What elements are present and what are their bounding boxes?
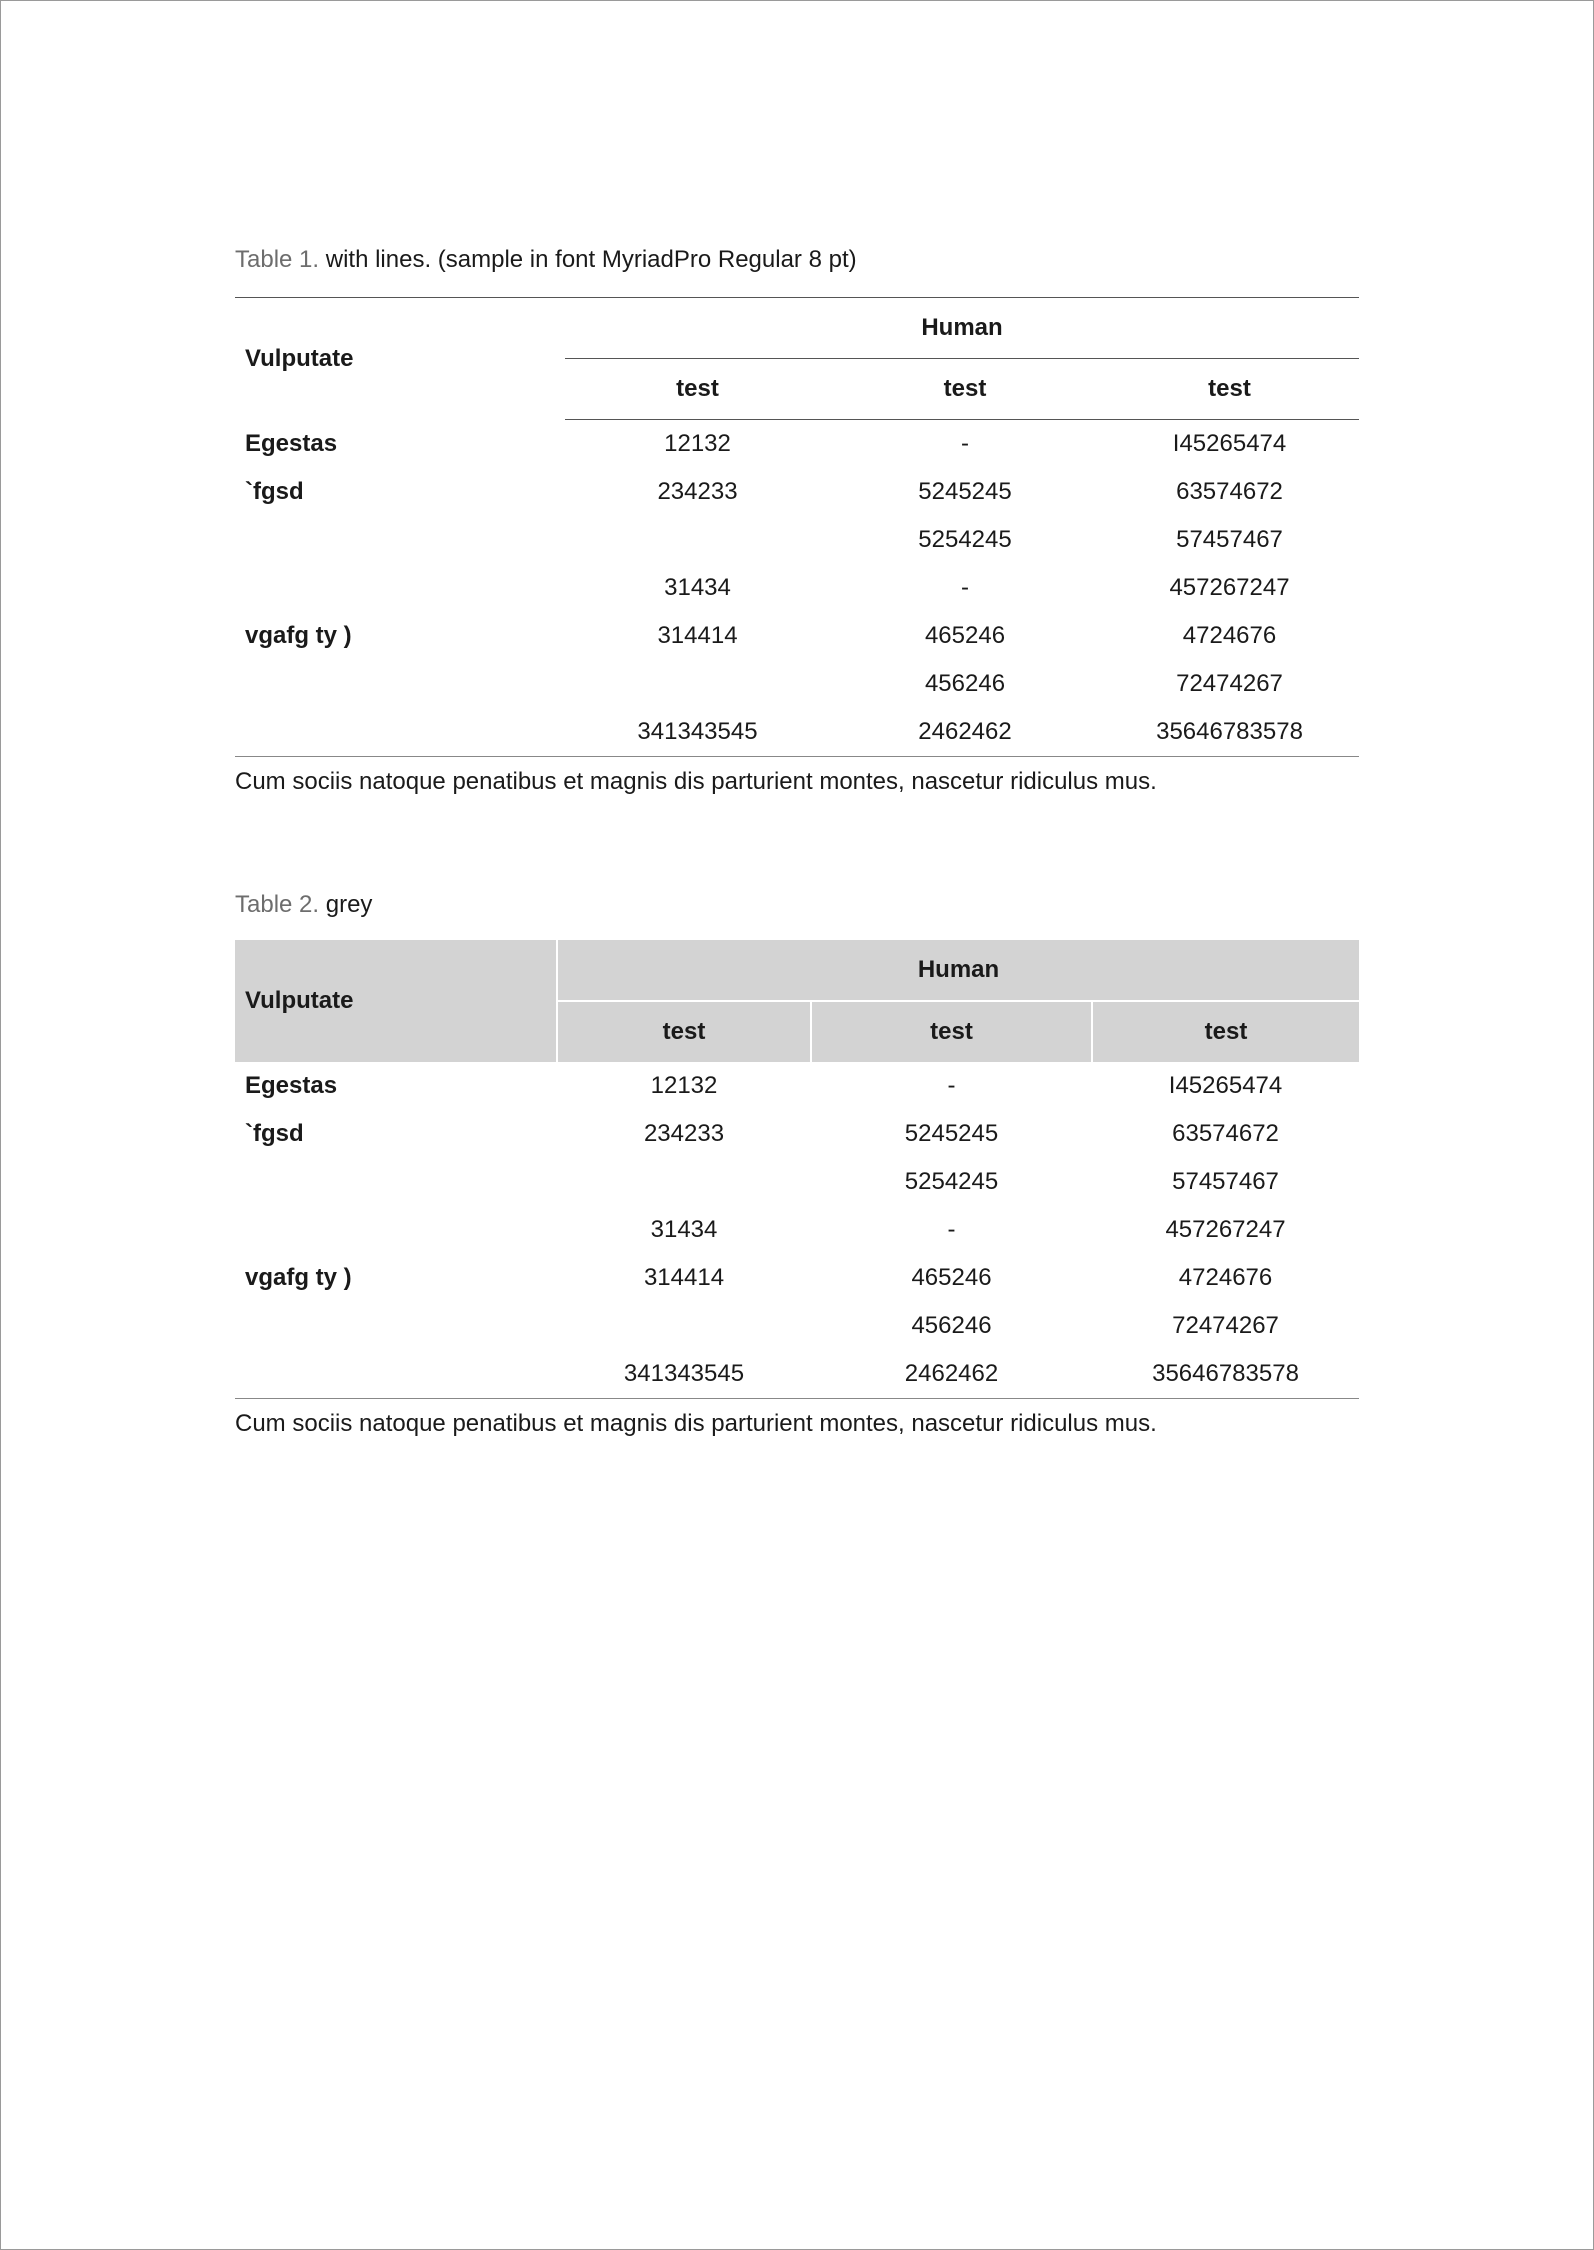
table-cell: 456246: [911, 1312, 992, 1339]
table-cell: 314414: [643, 1264, 725, 1291]
table-1: [235, 297, 1359, 757]
table-cell: 465246: [924, 622, 1006, 649]
table-row: [235, 1110, 1359, 1158]
table-cell: 341343545: [565, 708, 830, 757]
sub-header: test: [1100, 359, 1359, 420]
table-1-caption: [235, 243, 1359, 277]
table-cell: 341343545: [557, 1350, 811, 1399]
sub-header: test: [1092, 1001, 1359, 1062]
table-cell: 457267247: [1165, 1216, 1286, 1243]
sub-header: test: [557, 1001, 811, 1062]
row-label: [235, 1206, 557, 1254]
sub-header: test: [811, 1001, 1092, 1062]
stub-header: Vulputate: [235, 940, 557, 1062]
table-2-caption-text: grey: [319, 891, 373, 918]
table-2: [235, 940, 1359, 1399]
table-cell: 2462462: [811, 1350, 1092, 1399]
group-header: Human: [565, 298, 1359, 359]
table-1-caption-label: Table 1.: [235, 246, 320, 273]
table-cell: [565, 660, 830, 708]
table-cell: -: [961, 430, 969, 457]
table-cell: 4724676: [1182, 622, 1277, 649]
table-cell: 72474267: [1172, 1312, 1279, 1339]
table-1-footnote: Cum sociis natoque penatibus et magnis dis parturient montes, nascetur ridiculus mus.: [235, 768, 1157, 795]
row-label: `fgsd: [245, 1120, 304, 1147]
group-header: Human: [557, 940, 1359, 1001]
table-row: [235, 1350, 1359, 1399]
table-row: [235, 1158, 1359, 1206]
table-cell: 35646783578: [1092, 1350, 1359, 1399]
table-row: [235, 1206, 1359, 1254]
row-label: `fgsd: [245, 478, 304, 505]
row-label: Egestas: [245, 429, 338, 457]
row-label: [235, 1350, 557, 1399]
table-cell: 5245245: [904, 1120, 999, 1147]
table-row: [235, 1062, 1359, 1110]
table-cell: 314414: [657, 622, 738, 649]
row-label: vgafg ty ): [245, 1264, 352, 1291]
table-2-footnote: Cum sociis natoque penatibus et magnis dis parturient montes, nascetur ridiculus mus.: [235, 1410, 1157, 1437]
table-2-caption-label: Table 2.: [235, 891, 320, 918]
table-row: [235, 468, 1359, 516]
table-cell: 456246: [924, 670, 1006, 697]
table-cell: 31434: [650, 1216, 718, 1243]
table-cell: [557, 1302, 811, 1350]
table-cell: 12132: [650, 1072, 718, 1099]
table-row: [235, 564, 1359, 612]
table-2-caption: [235, 888, 1359, 922]
row-label: [235, 1302, 557, 1350]
table-cell: 57457467: [1176, 526, 1283, 553]
table-row: [235, 660, 1359, 708]
table-row: [235, 420, 1359, 469]
row-label: vgafg ty ): [245, 622, 352, 649]
table-cell: I45265474: [1168, 1072, 1283, 1099]
table-cell: 5254245: [918, 526, 1012, 553]
table-cell: 234233: [643, 1120, 725, 1147]
sub-header: test: [830, 359, 1100, 420]
table-row: [235, 1254, 1359, 1302]
table-cell: -: [961, 574, 969, 601]
table-cell: 234233: [657, 478, 738, 505]
stub-header: Vulputate: [235, 298, 565, 420]
row-label: [235, 564, 565, 612]
table-cell: 4724676: [1178, 1264, 1273, 1291]
table-cell: 457267247: [1169, 574, 1290, 601]
table-2-block: [235, 888, 1359, 1441]
table-row: [235, 1302, 1359, 1350]
row-label: [235, 660, 565, 708]
table-cell: 63574672: [1176, 478, 1283, 505]
row-label: [235, 516, 565, 564]
table-cell: 72474267: [1176, 670, 1283, 697]
table-cell: 31434: [664, 574, 731, 601]
table-cell: -: [947, 1072, 956, 1099]
table-cell: 2462462: [830, 708, 1100, 757]
table-cell: 35646783578: [1100, 708, 1359, 757]
row-label: [235, 708, 565, 757]
row-label: [235, 1158, 557, 1206]
table-cell: 465246: [911, 1264, 992, 1291]
sub-header: test: [565, 359, 830, 420]
table-row: [235, 612, 1359, 660]
table-cell: [557, 1158, 811, 1206]
table-cell: 5254245: [904, 1168, 999, 1195]
table-cell: 12132: [664, 430, 731, 457]
table-row: [235, 516, 1359, 564]
table-1-caption-text: with lines. (sample in font MyriadPro Regular 8 pt): [319, 246, 857, 273]
table-row: [235, 708, 1359, 757]
table-1-block: [235, 243, 1359, 799]
table-cell: [565, 516, 830, 564]
table-cell: 57457467: [1172, 1168, 1279, 1195]
table-cell: I45265474: [1172, 430, 1287, 457]
row-label: Egestas: [245, 1072, 338, 1099]
table-cell: 5245245: [918, 478, 1012, 505]
table-cell: -: [947, 1216, 956, 1243]
table-cell: 63574672: [1172, 1120, 1279, 1147]
